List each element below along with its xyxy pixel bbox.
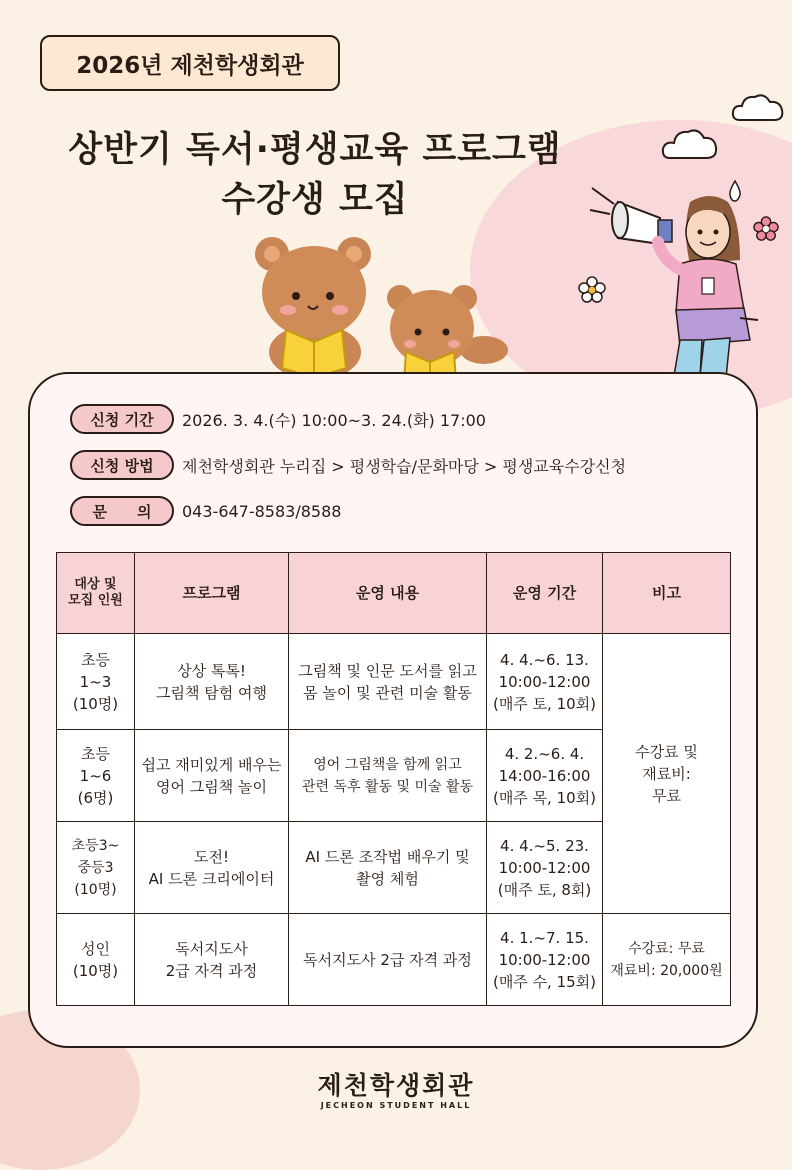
header-program: 프로그램: [135, 553, 289, 634]
cell-content: AI 드론 조작법 배우기 및 촬영 체험: [289, 822, 487, 914]
cell-program: 상상 톡톡! 그림책 탐험 여행: [135, 634, 289, 730]
cell-period: 4. 1.~7. 15. 10:00-12:00 (매주 수, 15회): [487, 914, 603, 1006]
application-period-row: [70, 404, 486, 434]
page-subtitle: 수강생 모집: [221, 180, 409, 220]
cell-target: 초등3~ 중등3 (10명): [57, 822, 135, 914]
header-content: 운영 내용: [289, 553, 487, 634]
table-header-row: [57, 553, 731, 634]
cell-note: 수강료: 무료 재료비: 20,000원: [603, 914, 731, 1006]
cell-program: 도전! AI 드론 크리에이터: [135, 822, 289, 914]
cell-note-shared: 수강료 및 재료비: 무료: [603, 634, 731, 914]
cell-content: 영어 그림책을 함께 읽고 관련 독후 활동 및 미술 활동: [289, 730, 487, 822]
header-target: 대상 및 모집 인원: [57, 553, 135, 634]
footer-logo: 제천학생회관: [317, 1071, 475, 1100]
cell-target: 성인 (10명): [57, 914, 135, 1006]
inquiry-label: 문 의: [70, 496, 174, 526]
cell-program: 쉽고 재미있게 배우는 영어 그림책 놀이: [135, 730, 289, 822]
header-badge: 2026년 제천학생회관: [40, 35, 340, 91]
application-period-label: 신청 기간: [70, 404, 174, 434]
footer-subtitle: JECHEON STUDENT HALL: [320, 1101, 472, 1110]
cloud-icon: [660, 124, 720, 164]
application-method-value: 제천학생회관 누리집 > 평생학습/문화마당 > 평생교육수강신청: [182, 456, 627, 476]
application-method-row: [70, 450, 626, 480]
cell-target: 초등 1~3 (10명): [57, 634, 135, 730]
inquiry-row: [70, 496, 341, 526]
cell-period: 4. 2.~6. 4. 14:00-16:00 (매주 목, 10회): [487, 730, 603, 822]
cell-content: 그림책 및 인문 도서를 읽고 몸 놀이 및 관련 미술 활동: [289, 634, 487, 730]
cell-period: 4. 4.~6. 13. 10:00-12:00 (매주 토, 10회): [487, 634, 603, 730]
cell-period: 4. 4.~5. 23. 10:00-12:00 (매주 토, 8회): [487, 822, 603, 914]
header-period: 운영 기간: [487, 553, 603, 634]
program-table: [56, 552, 731, 1006]
table-row: [57, 914, 731, 1006]
girl-megaphone-illustration: [590, 180, 765, 392]
cell-program: 독서지도사 2급 자격 과정: [135, 914, 289, 1006]
application-period-value: 2026. 3. 4.(수) 10:00~3. 24.(화) 17:00: [182, 410, 486, 430]
inquiry-value: 043-647-8583/8588: [182, 501, 342, 521]
cell-target: 초등 1~6 (6명): [57, 730, 135, 822]
application-method-label: 신청 방법: [70, 450, 174, 480]
page-title: 상반기 독서·평생교육 프로그램: [68, 130, 562, 170]
header-note: 비고: [603, 553, 731, 634]
bear-reading-illustration: [250, 232, 380, 382]
cell-content: 독서지도사 2급 자격 과정: [289, 914, 487, 1006]
cloud-icon: [730, 90, 786, 126]
table-row: [57, 634, 731, 730]
